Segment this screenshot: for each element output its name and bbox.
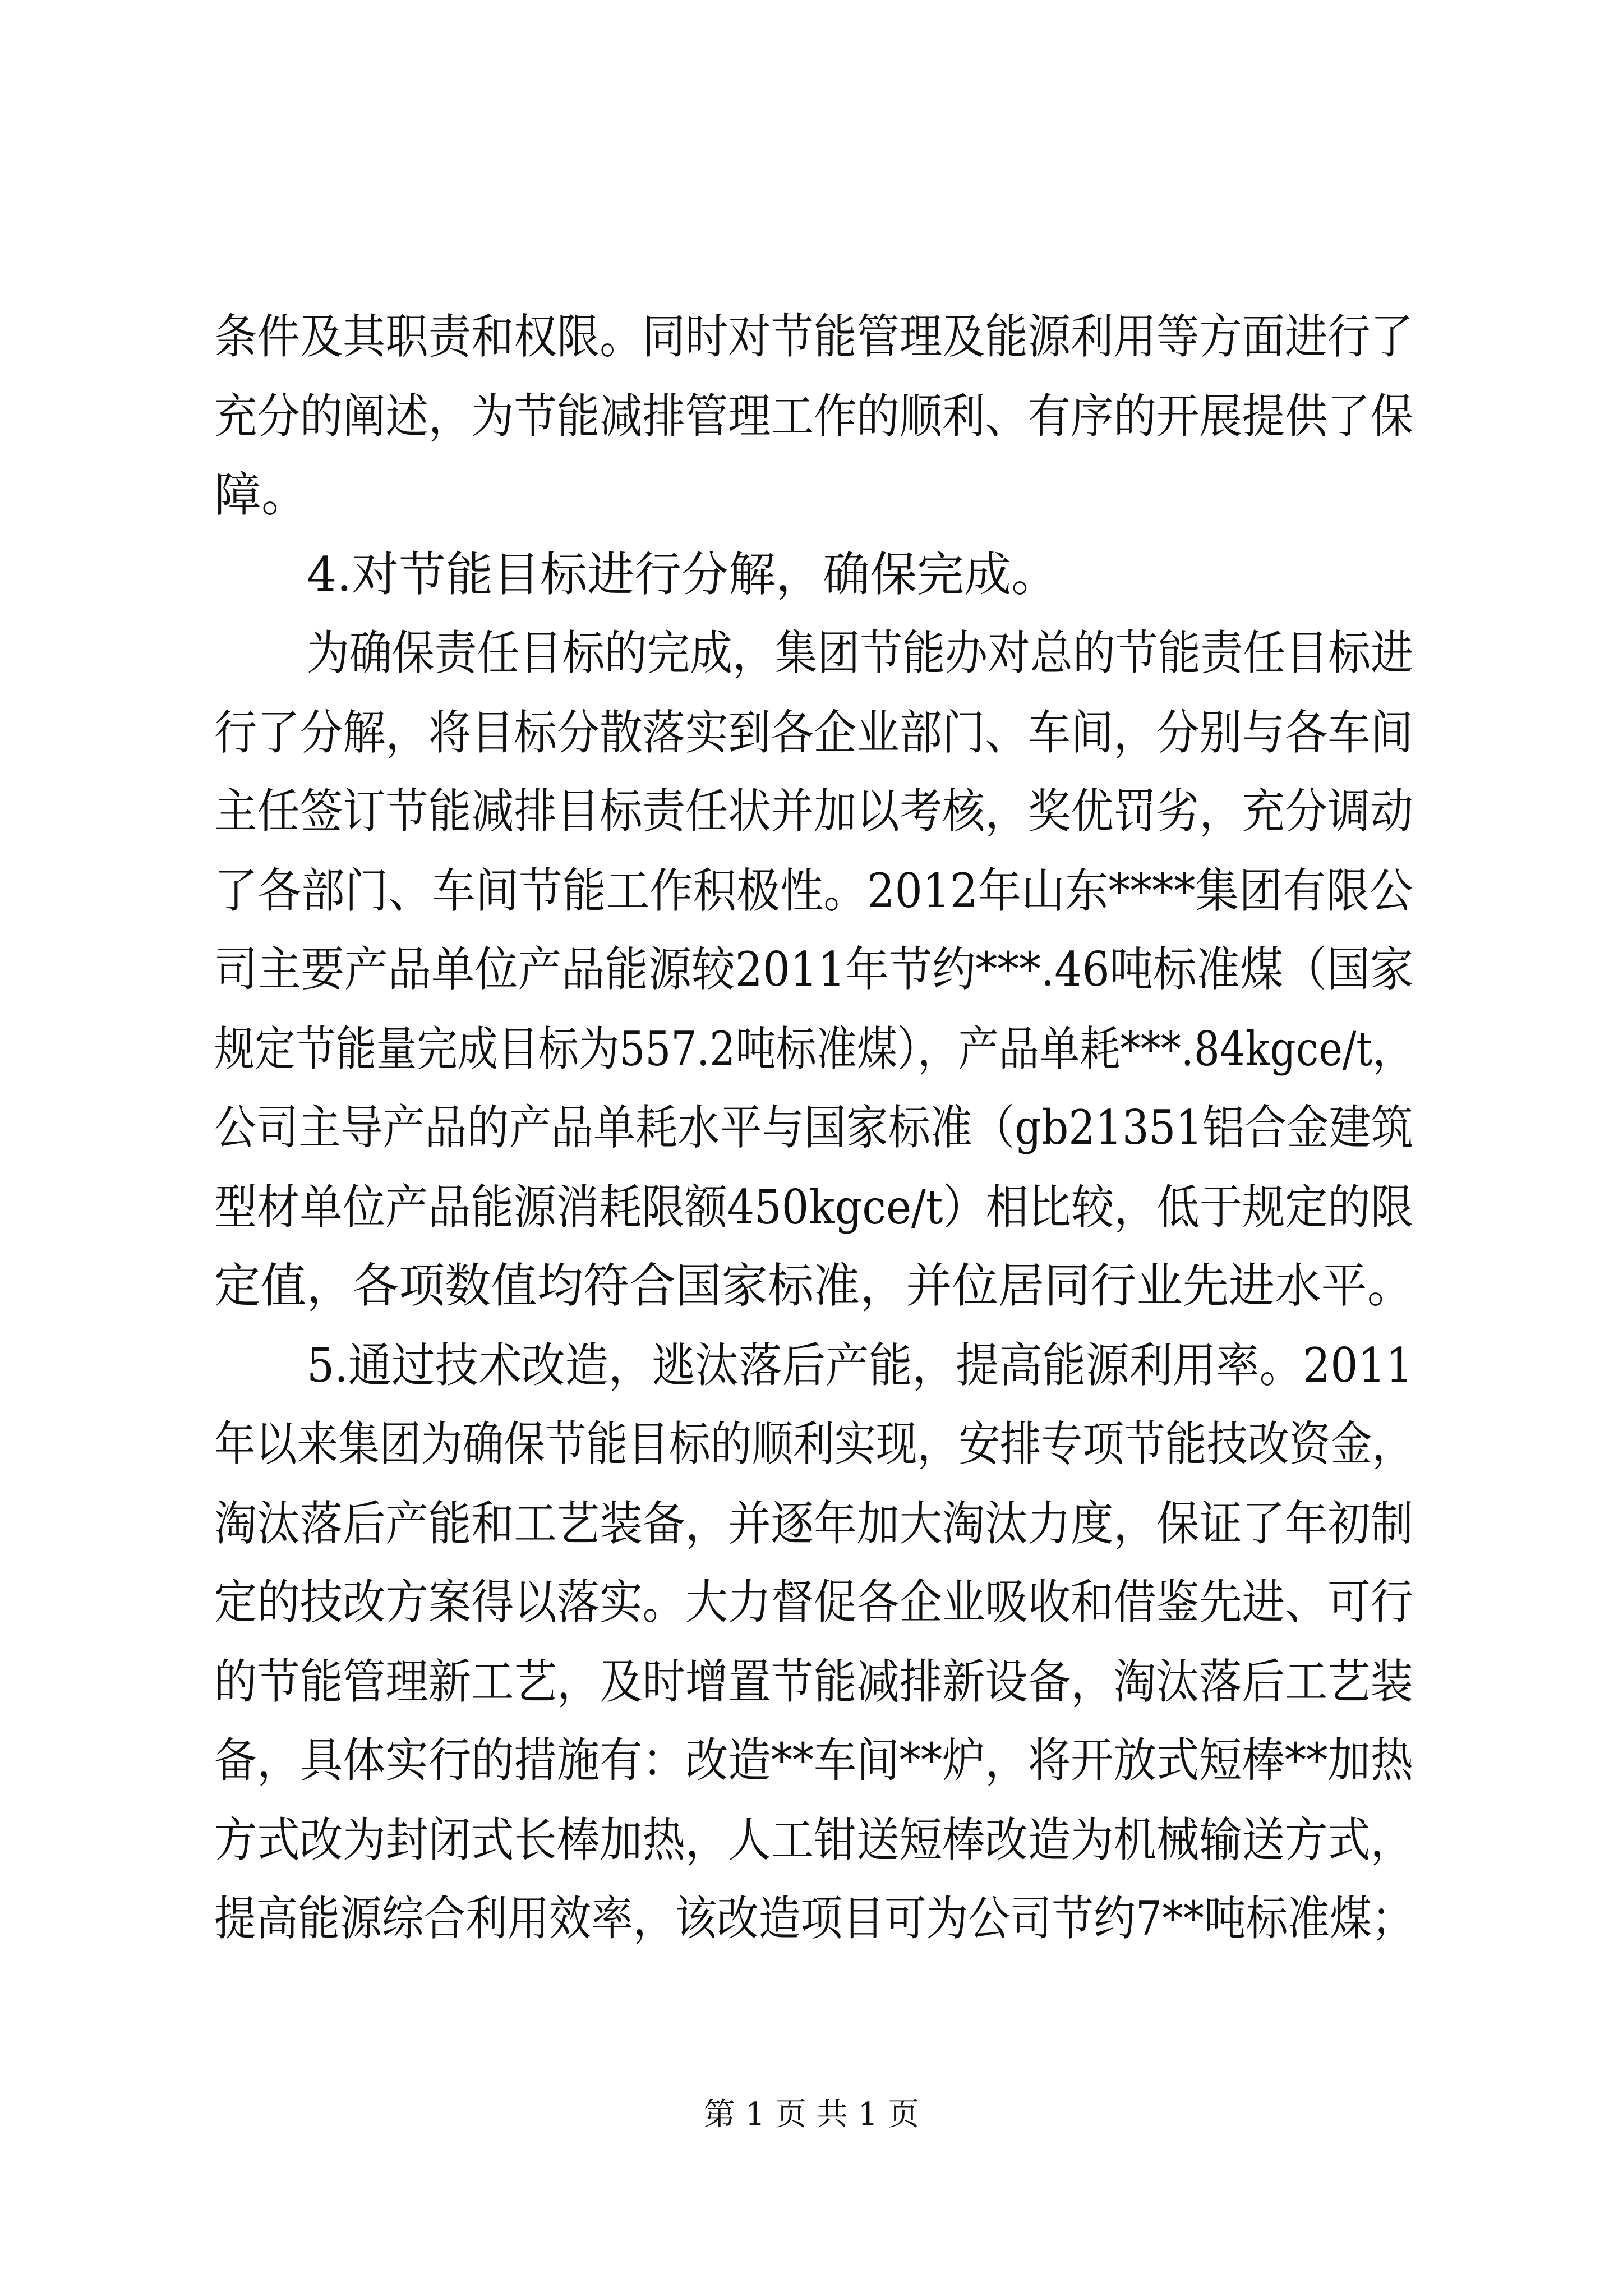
text-line [0, 1718, 1623, 1802]
text-line-content: 充分的阐述，为节能减排管理工作的顺利、有序的开展提供了保 [214, 389, 1413, 444]
page-number-label: 第 1 页 共 1 页 [703, 2096, 920, 2133]
text-line-content: 公司主导产品的产品单耗水平与国家标准（gb21351铝合金建筑 [214, 1100, 1413, 1155]
text-line [0, 1165, 1623, 1249]
text-line-content: 条件及其职责和权限。同时对节能管理及能源利用等方面进行了 [214, 309, 1413, 364]
text-line [0, 1085, 1623, 1170]
text-line [0, 1244, 1623, 1328]
text-line [0, 927, 1623, 1011]
text-line-content: 年以来集团为确保节能目标的顺利实现，安排专项节能技改资金， [214, 1416, 1414, 1471]
section-heading [0, 1323, 1623, 1407]
text-line-content: 淘汰落后产能和工艺装备，并逐年加大淘汰力度，保证了年初制 [214, 1496, 1413, 1551]
text-line-content: 司主要产品单位产品能源较2011年节约***.46吨标准煤（国家 [214, 942, 1414, 997]
text-line [0, 769, 1623, 853]
section-heading-text: 5.通过技术改造，逃汰落后产能，提高能源利用率。2011 [307, 1338, 1413, 1393]
text-line [0, 1560, 1623, 1644]
text-line-content: 主任签订节能减排目标责任状并加以考核，奖优罚劣，充分调动 [214, 784, 1413, 839]
text-line [0, 849, 1623, 933]
text-line [0, 1876, 1623, 1961]
section-heading [0, 532, 1623, 616]
text-line-content: 规定节能量完成目标为557.2吨标准煤），产品单耗***.84kgce/t， [214, 1022, 1413, 1076]
text-line [0, 1481, 1623, 1566]
text-line [0, 374, 1623, 458]
text-line [0, 1402, 1623, 1486]
text-line [0, 691, 1623, 775]
text-line [0, 295, 1623, 379]
text-line [0, 1640, 1623, 1724]
text-line [0, 1007, 1623, 1091]
section-heading-text: 4.对节能目标进行分解，确保完成。 [307, 547, 1059, 602]
text-line [0, 1798, 1623, 1882]
text-line-content: 的节能管理新工艺，及时增置节能减排新设备，淘汰落后工艺装 [214, 1654, 1413, 1709]
text-line [0, 611, 1623, 695]
text-line-content: 为确保责任目标的完成，集团节能办对总的节能责任目标进 [307, 625, 1414, 680]
text-line-content: 备，具体实行的措施有：改造**车间**炉，将开放式短棒**加热 [214, 1733, 1413, 1788]
text-line-content: 行了分解，将目标分散落实到各企业部门、车间，分别与各车间 [214, 705, 1413, 760]
text-line-content: 提高能源综合利用效率，该改造项目可为公司节约7**吨标准煤； [214, 1891, 1414, 1946]
text-line-content: 定的技改方案得以落实。大力督促各企业吸收和借鉴先进、可行 [214, 1575, 1413, 1630]
text-line [0, 453, 1623, 537]
text-line-content: 型材单位产品能源消耗限额450kgce/t）相比较，低于规定的限 [214, 1180, 1413, 1235]
text-line-content: 障。 [214, 467, 309, 522]
text-line-content: 定值，各项数值均符合国家标准，并位居同行业先进水平。 [214, 1258, 1413, 1313]
text-line-content: 方式改为封闭式长棒加热，人工钳送短棒改造为机械输送方式， [214, 1812, 1413, 1867]
text-line-content: 了各部门、车间节能工作积极性。2012年山东****集团有限公 [214, 863, 1413, 918]
page-footer [0, 2092, 1623, 2137]
